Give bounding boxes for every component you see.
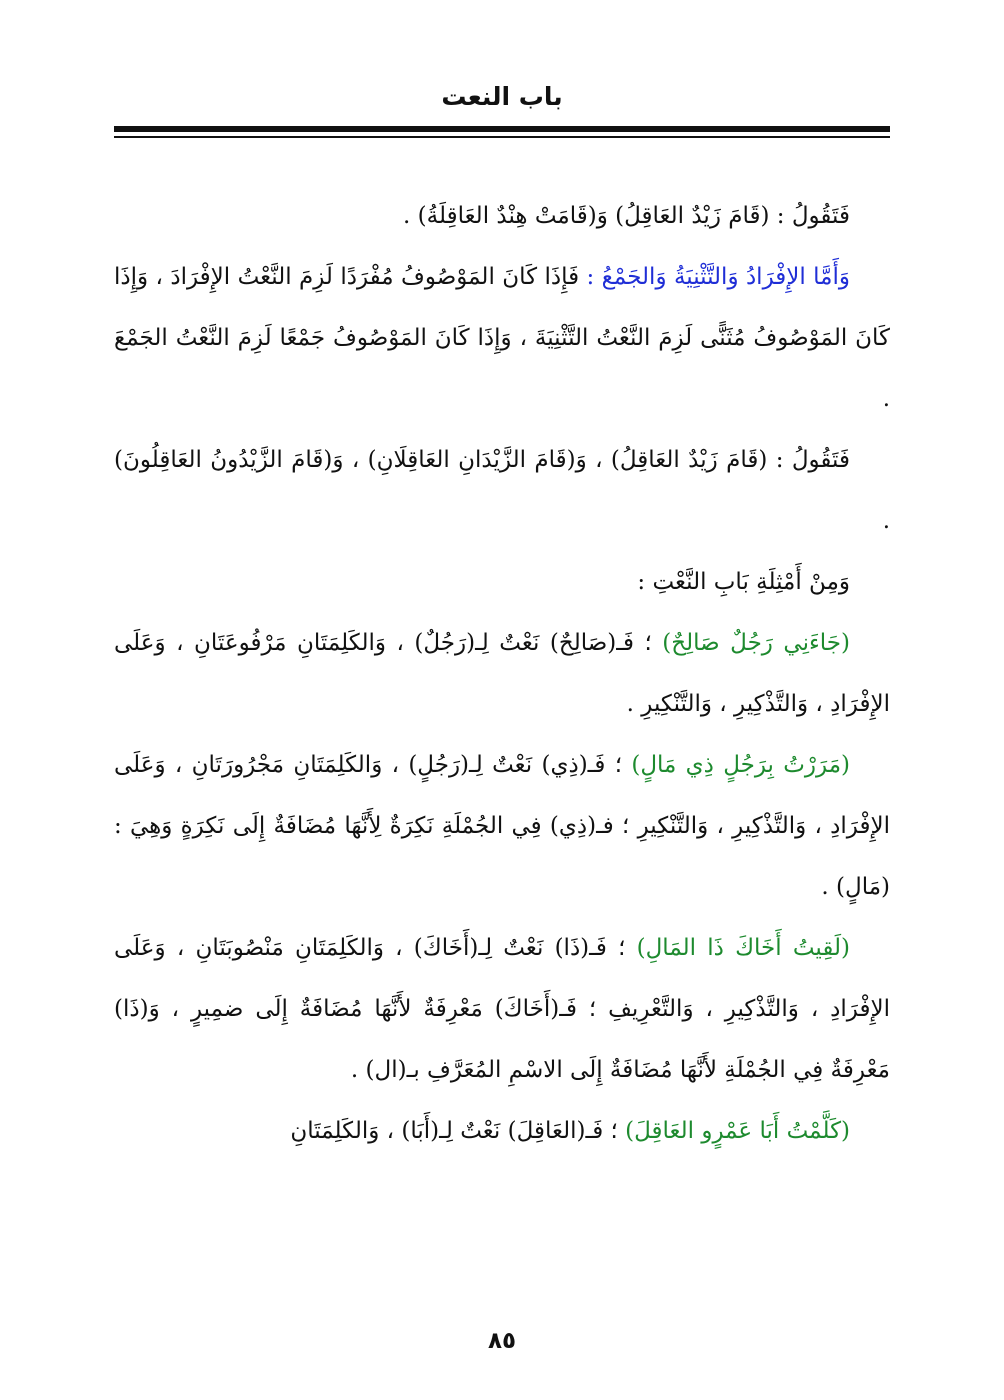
paragraph-2: [114, 247, 890, 430]
paragraph-7-text: ؛ فَـ(ذَا) نَعْتٌ لِـ(أَخَاكَ) ، وَالكَلِمَتَانِ مَنْصُوبَتَانِ ، وَعَلَى الإِفْرَادِ ، وَالتَّذْكِيرِ ، وَالتَّعْرِيفِ ؛ فَـ(أَخَاكَ) مَعْرِفَةٌ لأَنَّهَا مُضَافَةٌ إِلَى ضمِيرٍ ، وَ(ذَا) مَعْرِفَةٌ فِي الجُمْلَةِ لأَنَّهَا مُضَافَةٌ إِلَى الاسْمِ المُعَرَّفِ بـ(ال) .: [114, 935, 890, 1083]
paragraph-7-example: (لَقِيتُ أَخَاكَ ذَا المَالِ): [636, 935, 850, 961]
paragraph-8-example: (كَلَّمْتُ أَبَا عَمْرٍو العَاقِلَ): [625, 1118, 850, 1144]
paragraph-8: [114, 1101, 890, 1162]
paragraph-6-text: ؛ فَـ(ذِي) نَعْتٌ لِـ(رَجُلٍ) ، وَالكَلِمَتَانِ مَجْرُورَتَانِ ، وَعَلَى الإِفْرَادِ ، وَالتَّذْكِيرِ ، وَالتَّنْكِيرِ ؛ فـ(ذِي) فِي الجُمْلَةِ نَكِرَةٌ لِأَنَّهَا مُضَافَةٌ إِلَى نَكِرَةٍ وَهِيَ : (مَالٍ) .: [114, 752, 890, 900]
paragraph-3: [114, 430, 890, 552]
header-rule-thick: [114, 126, 890, 132]
paragraph-1: [114, 186, 890, 247]
paragraph-5-text: ؛ فَـ(صَالِحٌ) نَعْتٌ لِـ(رَجُلٌ) ، وَالكَلِمَتَانِ مَرْفُوعَتَانِ ، وَعَلَى الإِفْرَادِ ، وَالتَّذْكِيرِ ، وَالتَّنْكِيرِ .: [114, 630, 890, 717]
page-number: ٨٥: [487, 1328, 517, 1354]
paragraph-5: [114, 613, 890, 735]
paragraph-2-text: فَإِذَا كَانَ المَوْصُوفُ مُفْرَدًا لَزِمَ النَّعْتُ الإِفْرَادَ ، وَإِذَا كَانَ المَوْصُوفُ مُثَنًّى لَزِمَ النَّعْتُ التَّثْنِيَةَ ، وَإِذَا كَانَ المَوْصُوفُ جَمْعًا لَزِمَ النَّعْتُ الجَمْعَ .: [114, 264, 890, 412]
paragraph-8-text: ؛ فَـ(العَاقِلَ) نَعْتٌ لِـ(أَبَا) ، وَالكَلِمَتَانِ: [290, 1118, 626, 1144]
paragraph-4: [114, 552, 890, 613]
paragraph-3-text: فَتَقُولُ : (قَامَ زَيْدٌ العَاقِلُ) ، وَ(قَامَ الزَّيْدَانِ العَاقِلَانِ) ، وَ(قَامَ الزَّيْدُونُ العَاقِلُونَ) .: [114, 447, 890, 534]
chapter-title: باب النعت: [441, 82, 563, 111]
paragraph-5-example: (جَاءَنِي رَجُلٌ صَالِحٌ): [662, 630, 850, 656]
body-text: [114, 186, 890, 1162]
paragraph-2-heading: وَأَمَّا الإِفْرَادُ وَالتَّثْنِيَةُ وَالجَمْعُ :: [586, 264, 850, 290]
header-rule-thin: [114, 136, 890, 138]
paragraph-7: [114, 918, 890, 1101]
paragraph-6-example: (مَرَرْتُ بِرَجُلٍ ذِي مَالٍ): [631, 752, 850, 778]
paragraph-1-text: فَتَقُولُ : (قَامَ زَيْدٌ العَاقِلُ) وَ(قَامَتْ هِنْدٌ العَاقِلَةُ) .: [403, 203, 850, 229]
paragraph-4-text: وَمِنْ أَمْثِلَةِ بَابِ النَّعْتِ :: [637, 569, 850, 595]
paragraph-6: [114, 735, 890, 918]
